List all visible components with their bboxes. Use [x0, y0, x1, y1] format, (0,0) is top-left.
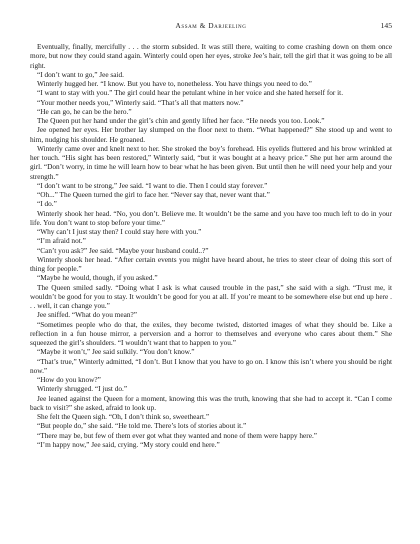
- paragraph: Jee leaned against the Queen for a moment, knowing this was the truth, knowing that she had to accept it. “Can I come back to visit?” she asked, afraid to look up.: [30, 393, 392, 412]
- paragraph: She felt the Queen sigh. “Oh, I don’t think so, sweetheart.”: [37, 412, 210, 421]
- running-title: Assam & Darjeeling: [175, 22, 247, 30]
- paragraph: “I’m afraid not.”: [37, 236, 86, 246]
- page-header: [30, 20, 392, 32]
- paragraph: Winterly shook her head. “After certain events you might have heard about, he tries to steer clear of doing this sort of thing for people.”: [30, 254, 392, 273]
- body-text: [30, 42, 392, 449]
- paragraph: “There may be, but few of them ever got what they wanted and none of them were happy here.”: [37, 430, 318, 440]
- page-number: 145: [380, 21, 392, 30]
- paragraph: Jee opened her eyes. Her brother lay slumped on the floor next to them. “What happened?” She stood up and went to him, nudging his shoulder. He groaned.: [30, 125, 392, 144]
- paragraph: Winterly shrugged. “I just do.”: [37, 384, 128, 394]
- paragraph: Jee sniffed. “What do you mean?”: [37, 310, 137, 320]
- paragraph: The Queen put her hand under the girl’s chin and gently lifted her face. “He needs you too. Look.”: [37, 116, 325, 125]
- paragraph: “That’s true,” Winterly admitted, “I don’t. But I know that you have to go on. I know this isn’t where you should be right now.”: [30, 356, 392, 375]
- paragraph: “I don’t want to be strong,” Jee said. “I want to die. Then I could stay forever.”: [37, 180, 268, 190]
- paragraph: “Oh...” The Queen turned the girl to face her. “Never say that, never want that.”: [37, 190, 270, 199]
- paragraph: “Can’t you ask?” Jee said. “Maybe your husband could..?”: [37, 245, 209, 255]
- paragraph: “Maybe he would, though, if you asked.”: [37, 273, 158, 283]
- paragraph: “But people do,” she said. “He told me. There’s lots of stories about it.”: [37, 421, 247, 431]
- paragraph: “I want to stay with you.” The girl could hear the petulant whine in her voice and she hated herself for it.: [37, 88, 344, 98]
- paragraph: “I do.”: [37, 199, 57, 209]
- paragraph: “Maybe it won’t,” Jee said sulkily. “You don’t know.”: [37, 347, 195, 357]
- paragraph: Winterly came over and knelt next to her. She stroked the boy’s forehead. His eyelids fluttered and his brow wrinkled at her touch. “His sight has been restored,” Winterly said, “but it was bought at a heavy price.” She put her arm around the girl. “Don’t worry, in time he will learn how to bear what he has been given. But until then he will need your help and your strength.”: [30, 143, 392, 181]
- paragraph: The Queen smiled sadly. “Doing what I ask is what caused trouble in the past,” she said with a sigh. “Trust me, it wouldn’t be good for you to stay. It wouldn’t be good for you at all. If you’re meant to be somewhere else but end up here . . . well, it can change you.”: [30, 282, 392, 310]
- paragraph: “I don’t want to go,” Jee said.: [37, 69, 124, 79]
- paragraph: “How do you know?”: [37, 375, 101, 384]
- paragraph: “He can go, he can be the hero.”: [37, 106, 132, 116]
- paragraph: Winterly hugged her. “I know. But you have to, nonetheless. You have things you need to do.”: [37, 79, 312, 88]
- paragraph: “Sometimes people who do that, the exiles, they become twisted, distorted images of what they should be. Like a reflection in a fun house mirror, a perversion and a horror to themselves and everyone who cares about them.” She squeezed the girl’s shoulders. “I wouldn’t want that to happen to you.”: [30, 319, 392, 347]
- paragraph: “I’m happy now,” Jee said, crying. “My story could end here.”: [37, 439, 220, 449]
- paragraph: Eventually, finally, mercifully . . . the storm subsided. It was still there, waiting to come crashing down on them once more, but now they could stand again. Winterly could open her eyes, stroke Jee’s hair, tell the girl that it was going to be all right.: [30, 42, 392, 70]
- paragraph: Winterly shook her head. “No, you don’t. Believe me. It wouldn’t be the same and you have too much left to do in your life. You don’t want to stop before your time.”: [30, 208, 392, 227]
- paragraph: “Why can’t I just stay then? I could stay here with you.”: [37, 227, 202, 236]
- paragraph: “Your mother needs you,” Winterly said. “That’s all that matters now.”: [37, 97, 244, 107]
